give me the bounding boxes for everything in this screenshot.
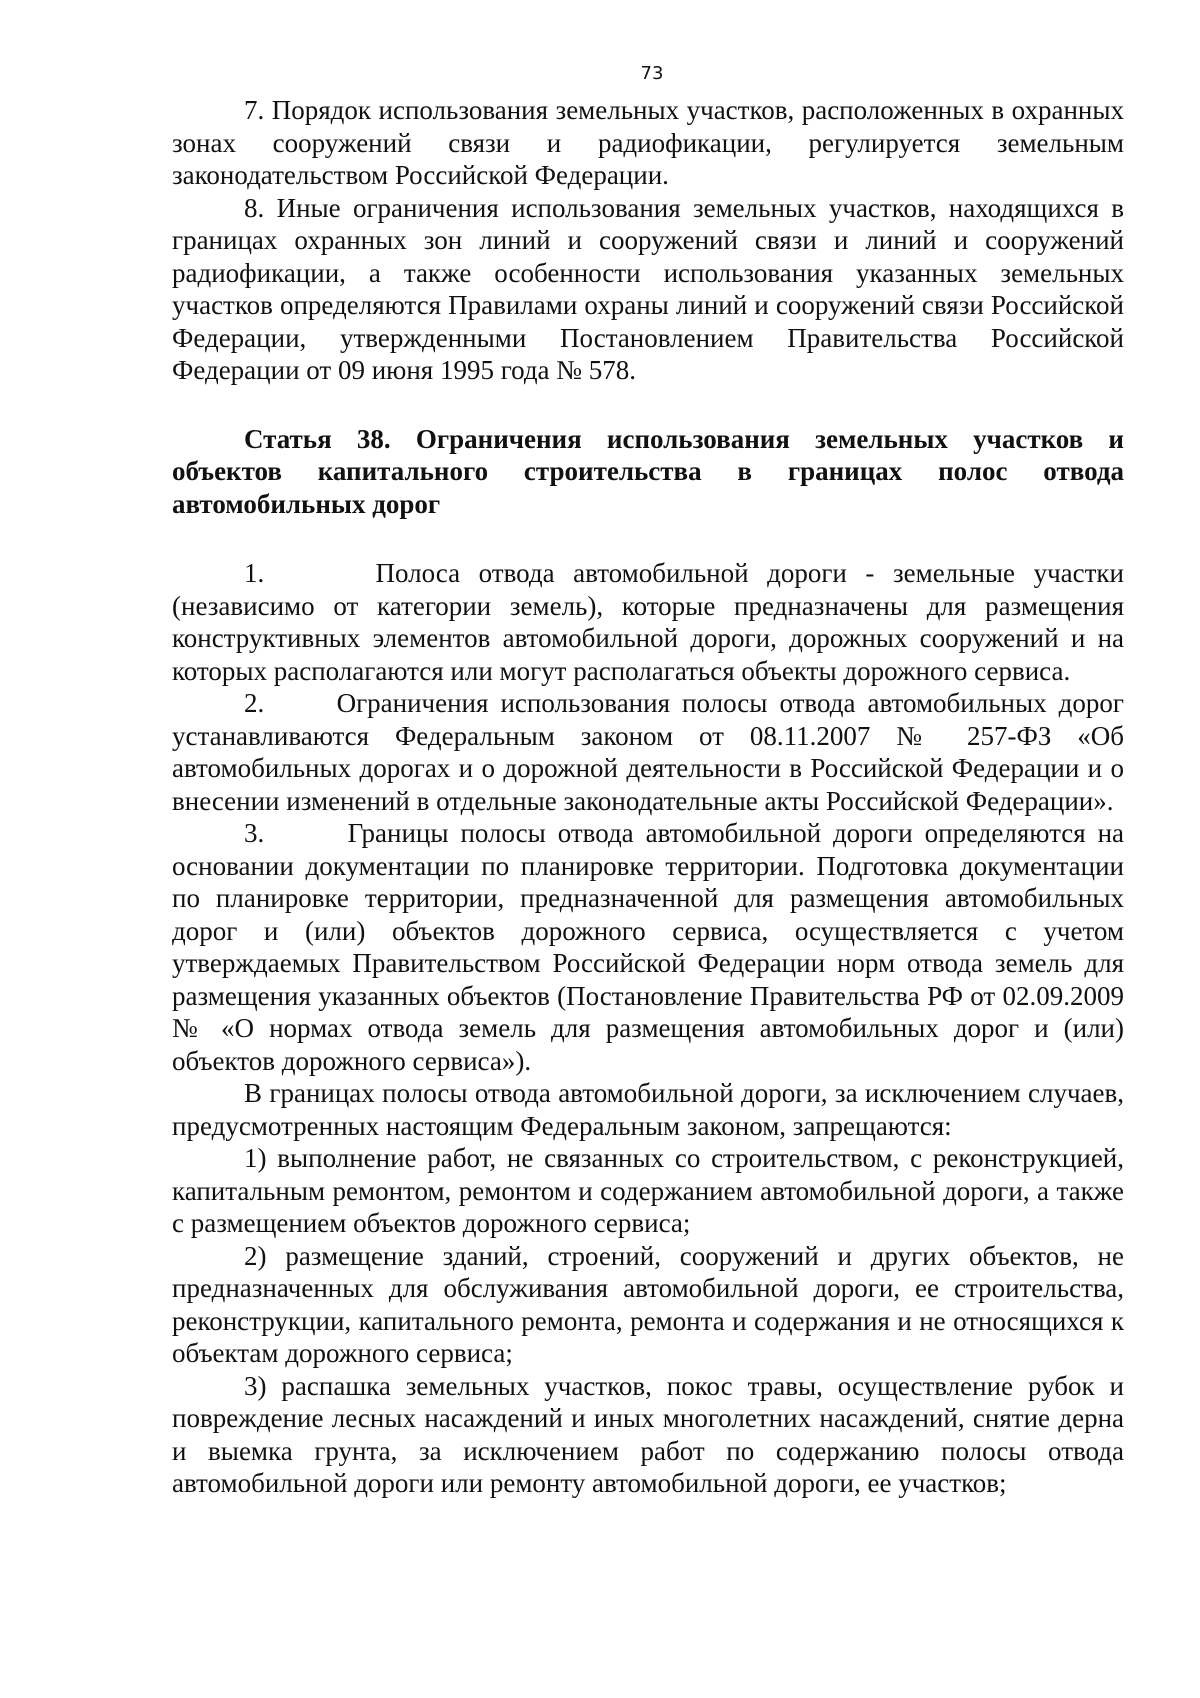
article-38-item-3: 3. Границы полосы отвода автомобильной дороги определяются на основании документации по планировке территории. Подготовка документации по планировке территории, предназначенной для размещения автомобильных дорог и (или) объектов дорожного сервиса, осуществляется с учетом утверждаемых Правительством Российской Федерации норм отвода земель для размещения указанных объектов (Постановление Правительства РФ от 02.09.2009 № «О нормах отвода земель для размещения автомобильных дорог и (или) объектов дорожного сервиса»).	[172, 818, 1124, 1076]
paragraph-8: 8. Иные ограничения использования земельных участков, находящихся в границах охранных зон линий и сооружений связи и линий и сооружений радиофикации, а также особенности использования указанных земельных участков определяются Правилами охраны линий и сооружений связи Российской Федерации, утвержденными Постановлением Правительства Российской Федерации от 09 июня 1995 года № 578.	[172, 192, 1124, 385]
article-38-heading: Статья 38. Ограничения использования земельных участков и объектов капитального строительства в границах полос отвода автомобильных дорог	[172, 423, 1124, 519]
prohibition-1: 1) выполнение работ, не связанных со строительством, с реконструкцией, капитальным ремонтом, ремонтом и содержанием автомобильной дороги, а также с размещением объектов дорожного сервиса;	[172, 1143, 1124, 1238]
prohibitions-intro: В границах полосы отвода автомобильной дороги, за исключением случаев, предусмотренных настоящим Федеральным законом, запрещаются:	[172, 1078, 1124, 1141]
article-38-item-2: 2. Ограничения использования полосы отвода автомобильных дорог устанавливаются Федеральным законом от 08.11.2007 № 257-ФЗ «Об автомобильных дорогах и о дорожной деятельности в Российской Федерации и о внесении изменений в отдельные законодательные акты Российской Федерации».	[172, 688, 1124, 816]
prohibition-2: 2) размещение зданий, строений, сооружений и других объектов, не предназначенных для обслуживания автомобильной дороги, ее строительства, реконструкции, капитального ремонта, ремонта и содержания и не относящихся к объектам дорожного сервиса;	[172, 1240, 1124, 1368]
prohibition-3: 3) распашка земельных участков, покос травы, осуществление рубок и повреждение лесных насаждений и иных многолетних насаждений, снятие дерна и выемка грунта, за исключением работ по содержанию полосы отвода автомобильной дороги или ремонту автомобильной дороги, ее участков;	[172, 1370, 1124, 1498]
document-page	[172, 62, 1124, 1500]
page-number: 73	[640, 63, 664, 84]
article-38-item-1: 1. Полоса отвода автомобильной дороги - земельные участки (независимо от категории земель), которые предназначены для размещения конструктивных элементов автомобильной дороги, дорожных сооружений и на которых располагаются или могут располагаться объекты дорожного сервиса.	[172, 558, 1124, 686]
paragraph-7: 7. Порядок использования земельных участков, расположенных в охранных зонах сооружений связи и радиофикации, регулируется земельным законодательством Российской Федерации.	[172, 95, 1124, 190]
